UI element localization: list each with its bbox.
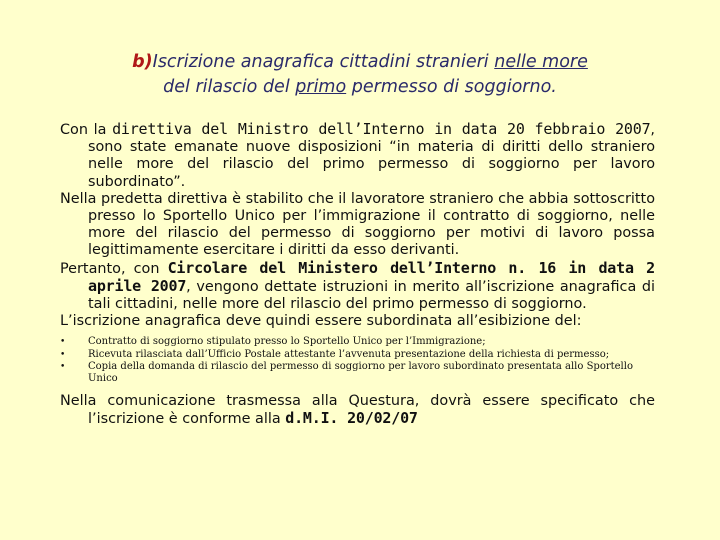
- p3-rest: , vengono dettate istruzioni in merito all’iscrizione anagrafica di tali cittadini, nelle more del rilascio del primo permesso di soggiorno.: [88, 278, 655, 313]
- p5-lead: Nella comunicazione trasmessa alla Questura, dovrà essere specificato che l’iscrizione è conforme alla: [60, 393, 655, 428]
- list-item-text: Copia della domanda di rilascio del permesso di soggiorno per lavoro subordinato presentata allo Sportello Unico: [88, 360, 633, 385]
- title-part2: del rilascio del: [163, 77, 296, 97]
- list-item: [60, 349, 655, 361]
- bullet-dot: •: [60, 337, 66, 348]
- paragraph-communication: [60, 393, 655, 428]
- paragraph-directive: [60, 121, 655, 191]
- title-prefix: b): [132, 52, 153, 72]
- p5-highlight: d.M.I. 20/02/07: [285, 409, 418, 428]
- p3-lead: Pertanto, con: [60, 260, 168, 277]
- paragraph-circular: [60, 260, 655, 314]
- bullet-dot: •: [60, 349, 66, 360]
- list-item: [60, 336, 655, 348]
- paragraph-requirement: L’iscrizione anagrafica deve quindi essere subordinata all’esibizione del:: [60, 313, 582, 330]
- slide-title: [60, 50, 660, 100]
- list-item: [60, 361, 655, 385]
- p1-rest: , sono state emanate nuove disposizioni “in materia di diritti dello straniero nelle more del rilascio del primo permesso di soggiorno per lavoro subordinato”.: [88, 122, 655, 190]
- list-item-text: Ricevuta rilasciata dall’Ufficio Postale attestante l’avvenuta presentazione della richiesta di permesso;: [88, 348, 610, 360]
- title-part3: permesso di soggiorno.: [346, 77, 557, 97]
- p3-highlight: Circolare del Ministero dell’Interno n. 16 in data 2 aprile 2007: [88, 258, 655, 295]
- p1-lead: Con la: [60, 122, 113, 138]
- title-part1: Iscrizione anagrafica cittadini stranieri: [152, 52, 495, 72]
- list-item-text: Contratto di soggiorno stipulato presso lo Sportello Unico per l’Immigrazione;: [88, 336, 486, 348]
- slide-body: [60, 121, 655, 429]
- document-list: [60, 336, 655, 385]
- title-underline-2: primo: [295, 77, 347, 97]
- bullet-dot: •: [60, 361, 66, 372]
- p1-highlight: direttiva del Ministro dell’Interno in data 20 febbraio 2007: [112, 120, 651, 138]
- paragraph-provision: Nella predetta direttiva è stabilito che il lavoratore straniero che abbia sottoscritto presso lo Sportello Unico per l’immigrazione il contratto di soggiorno, nelle more del rilascio del permesso di soggiorno per motivi di lavoro possa legittimamente esercitare i diritti da esso derivanti.: [60, 190, 655, 259]
- title-underline-1: nelle more: [494, 52, 588, 72]
